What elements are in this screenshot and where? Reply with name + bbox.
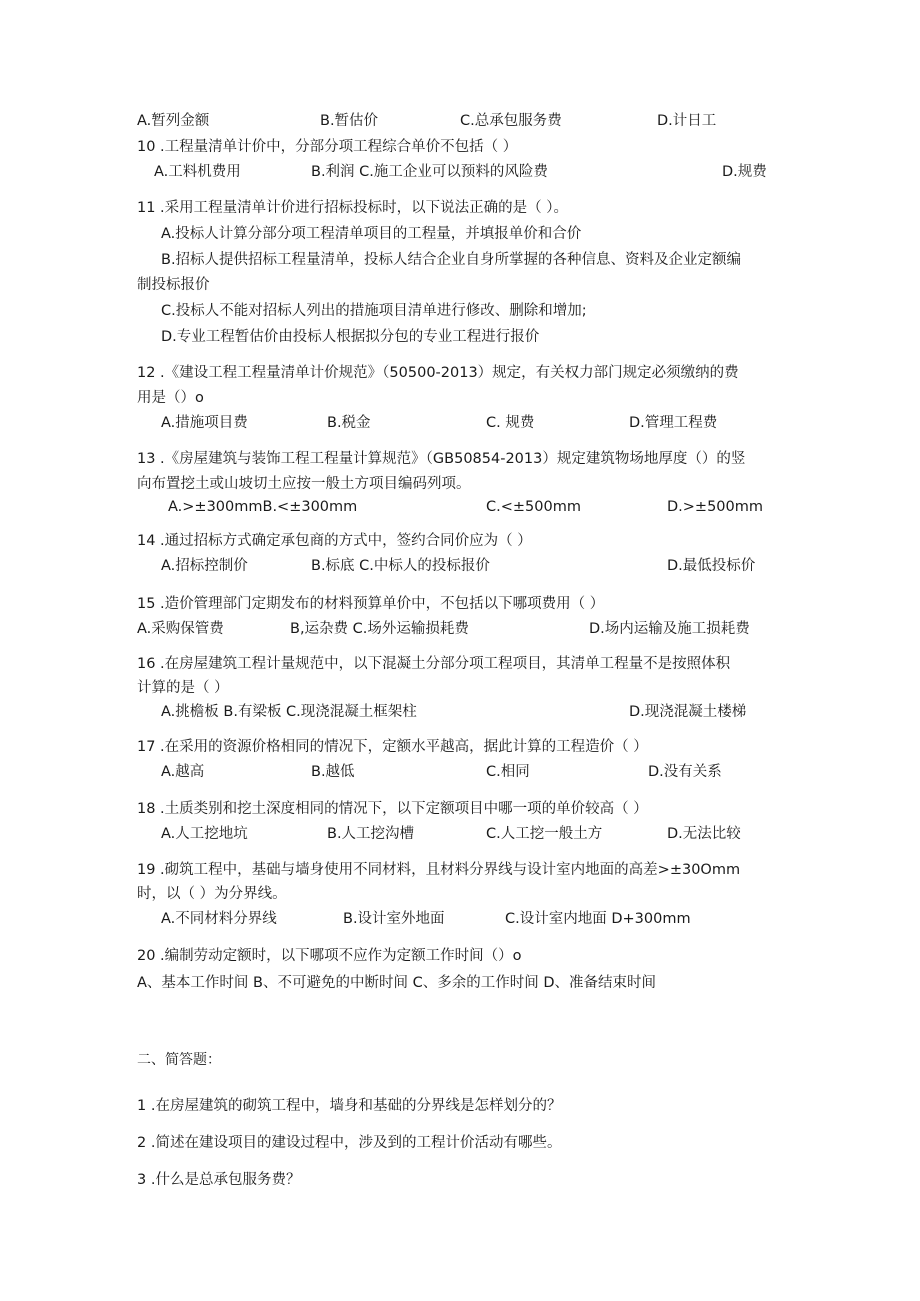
section2-title: 二、简答题： [137,1052,221,1068]
q15-option-bc: B,运杂费 C.场外运输损耗费 [290,621,469,637]
q18-option-a: A.人工挖地坑 [161,826,248,842]
q13-stem-line1: 13 .《房屋建筑与装饰工程工程量计算规范》（GB50854-2013）规定建筑物场地厚度（）的竖 [137,451,746,467]
q11-option-c: C.投标人不能对招标人列出的措施项目清单进行修改、删除和增加; [161,303,587,319]
section2-question-2: 2 .简述在建设项目的建设过程中，涉及到的工程计价活动有哪些。 [137,1135,562,1151]
q12-stem-line1: 12 .《建设工程工程量清单计价规范》（50500-2013）规定，有关权力部门规定必须缴纳的费 [137,365,739,381]
q20-options: A、基本工作时间 B、不可避免的中断时间 C、多余的工作时间 D、准备结束时间 [137,975,656,991]
q19-stem-line2: 时，以（ ）为分界线。 [137,886,287,902]
q18-option-c: C.人工挖一般土方 [486,826,603,842]
q13-option-c: C.<±500mm [486,499,581,515]
q13-option-d: D.>±500mm [667,499,763,515]
q15-option-d: D.场内运输及施工损耗费 [589,621,750,637]
q17-option-b: B.越低 [311,764,355,780]
q10-stem: 10 .工程量清单计价中，分部分项工程综合单价不包括（ ） [137,139,518,155]
q14-option-bc: B.标底 C.中标人的投标报价 [311,558,490,574]
q17-option-d: D.没有关系 [648,764,722,780]
q10-option-a: A.工料机费用 [154,164,241,180]
q19-option-a: A.不同材料分界线 [161,911,277,927]
q14-stem: 14 .通过招标方式确定承包商的方式中，签约合同价应为（ ） [137,533,532,549]
q17-option-c: C.相同 [486,764,530,780]
q10-option-d: D.规费 [722,164,767,180]
q11-option-b-line2: 制投标报价 [137,277,210,293]
q11-option-d: D.专业工程暂估价由投标人根据拟分包的专业工程进行报价 [161,329,540,345]
q19-option-b: B.设计室外地面 [343,911,445,927]
q9-option-c: C.总承包服务费 [460,113,562,129]
q13-option-ab: A.>±300mmB.<±300mm [168,499,358,515]
q17-stem: 17 .在采用的资源价格相同的情况下，定额水平越高，据此计算的工程造价（ ） [137,739,648,755]
q11-option-b-line1: B.招标人提供招标工程量清单，投标人结合企业自身所掌握的各种信息、资料及企业定额编 [161,252,742,268]
q17-option-a: A.越高 [161,764,205,780]
q18-stem: 18 .土质类别和挖土深度相同的情况下，以下定额项目中哪一项的单价较高（ ） [137,801,648,817]
q14-option-a: A.招标控制价 [161,558,248,574]
section2-question-3: 3 .什么是总承包服务费？ [137,1172,301,1188]
q14-option-d: D.最低投标价 [667,558,756,574]
section2-question-1: 1 .在房屋建筑的砌筑工程中，墙身和基础的分界线是怎样划分的？ [137,1098,562,1114]
q12-option-a: A.措施项目费 [161,415,248,431]
q16-option-abc: A.挑檐板 B.有梁板 C.现浇混凝土框架柱 [161,704,417,720]
q11-stem: 11 .采用工程量清单计价进行招标投标时，以下说法正确的是（ ）。 [137,200,569,216]
q16-option-d: D.现浇混凝土楼梯 [629,704,747,720]
q12-option-b: B.税金 [327,415,371,431]
q15-option-a: A.采购保管费 [137,621,224,637]
q9-option-a: A.暂列金额 [137,113,210,129]
q18-option-b: B.人工挖沟槽 [327,826,415,842]
q20-stem: 20 .编制劳动定额时，以下哪项不应作为定额工作时间（）o [137,948,522,964]
q18-option-d: D.无法比较 [667,826,741,842]
q15-stem: 15 .造价管理部门定期发布的材料预算单价中，不包括以下哪项费用（ ） [137,596,605,612]
q9-option-b: B.暂估价 [320,113,379,129]
q10-option-bc: B.利润 C.施工企业可以预料的风险费 [311,164,548,180]
q13-stem-line2: 向布置挖土或山坡切土应按一般土方项目编码列项。 [137,476,471,492]
q16-stem-line1: 16 .在房屋建筑工程计量规范中，以下混凝土分部分项工程项目，其清单工程量不是按照体积 [137,656,731,672]
q12-stem-line2: 用是（）o [137,390,204,406]
q11-option-a: A.投标人计算分部分项工程清单项目的工程量，并填报单价和合价 [161,226,582,242]
q12-option-d: D.管理工程费 [629,415,718,431]
q19-option-c: C.设计室内地面 D+300mm [505,911,691,927]
q19-stem-line1: 19 .砌筑工程中，基础与墙身使用不同材料，且材料分界线与设计室内地面的高差>±30Omm [137,862,741,878]
q12-option-c: C. 规费 [486,415,535,431]
q16-stem-line2: 计算的是（ ） [137,680,229,696]
q9-option-d: D.计日工 [657,113,717,129]
